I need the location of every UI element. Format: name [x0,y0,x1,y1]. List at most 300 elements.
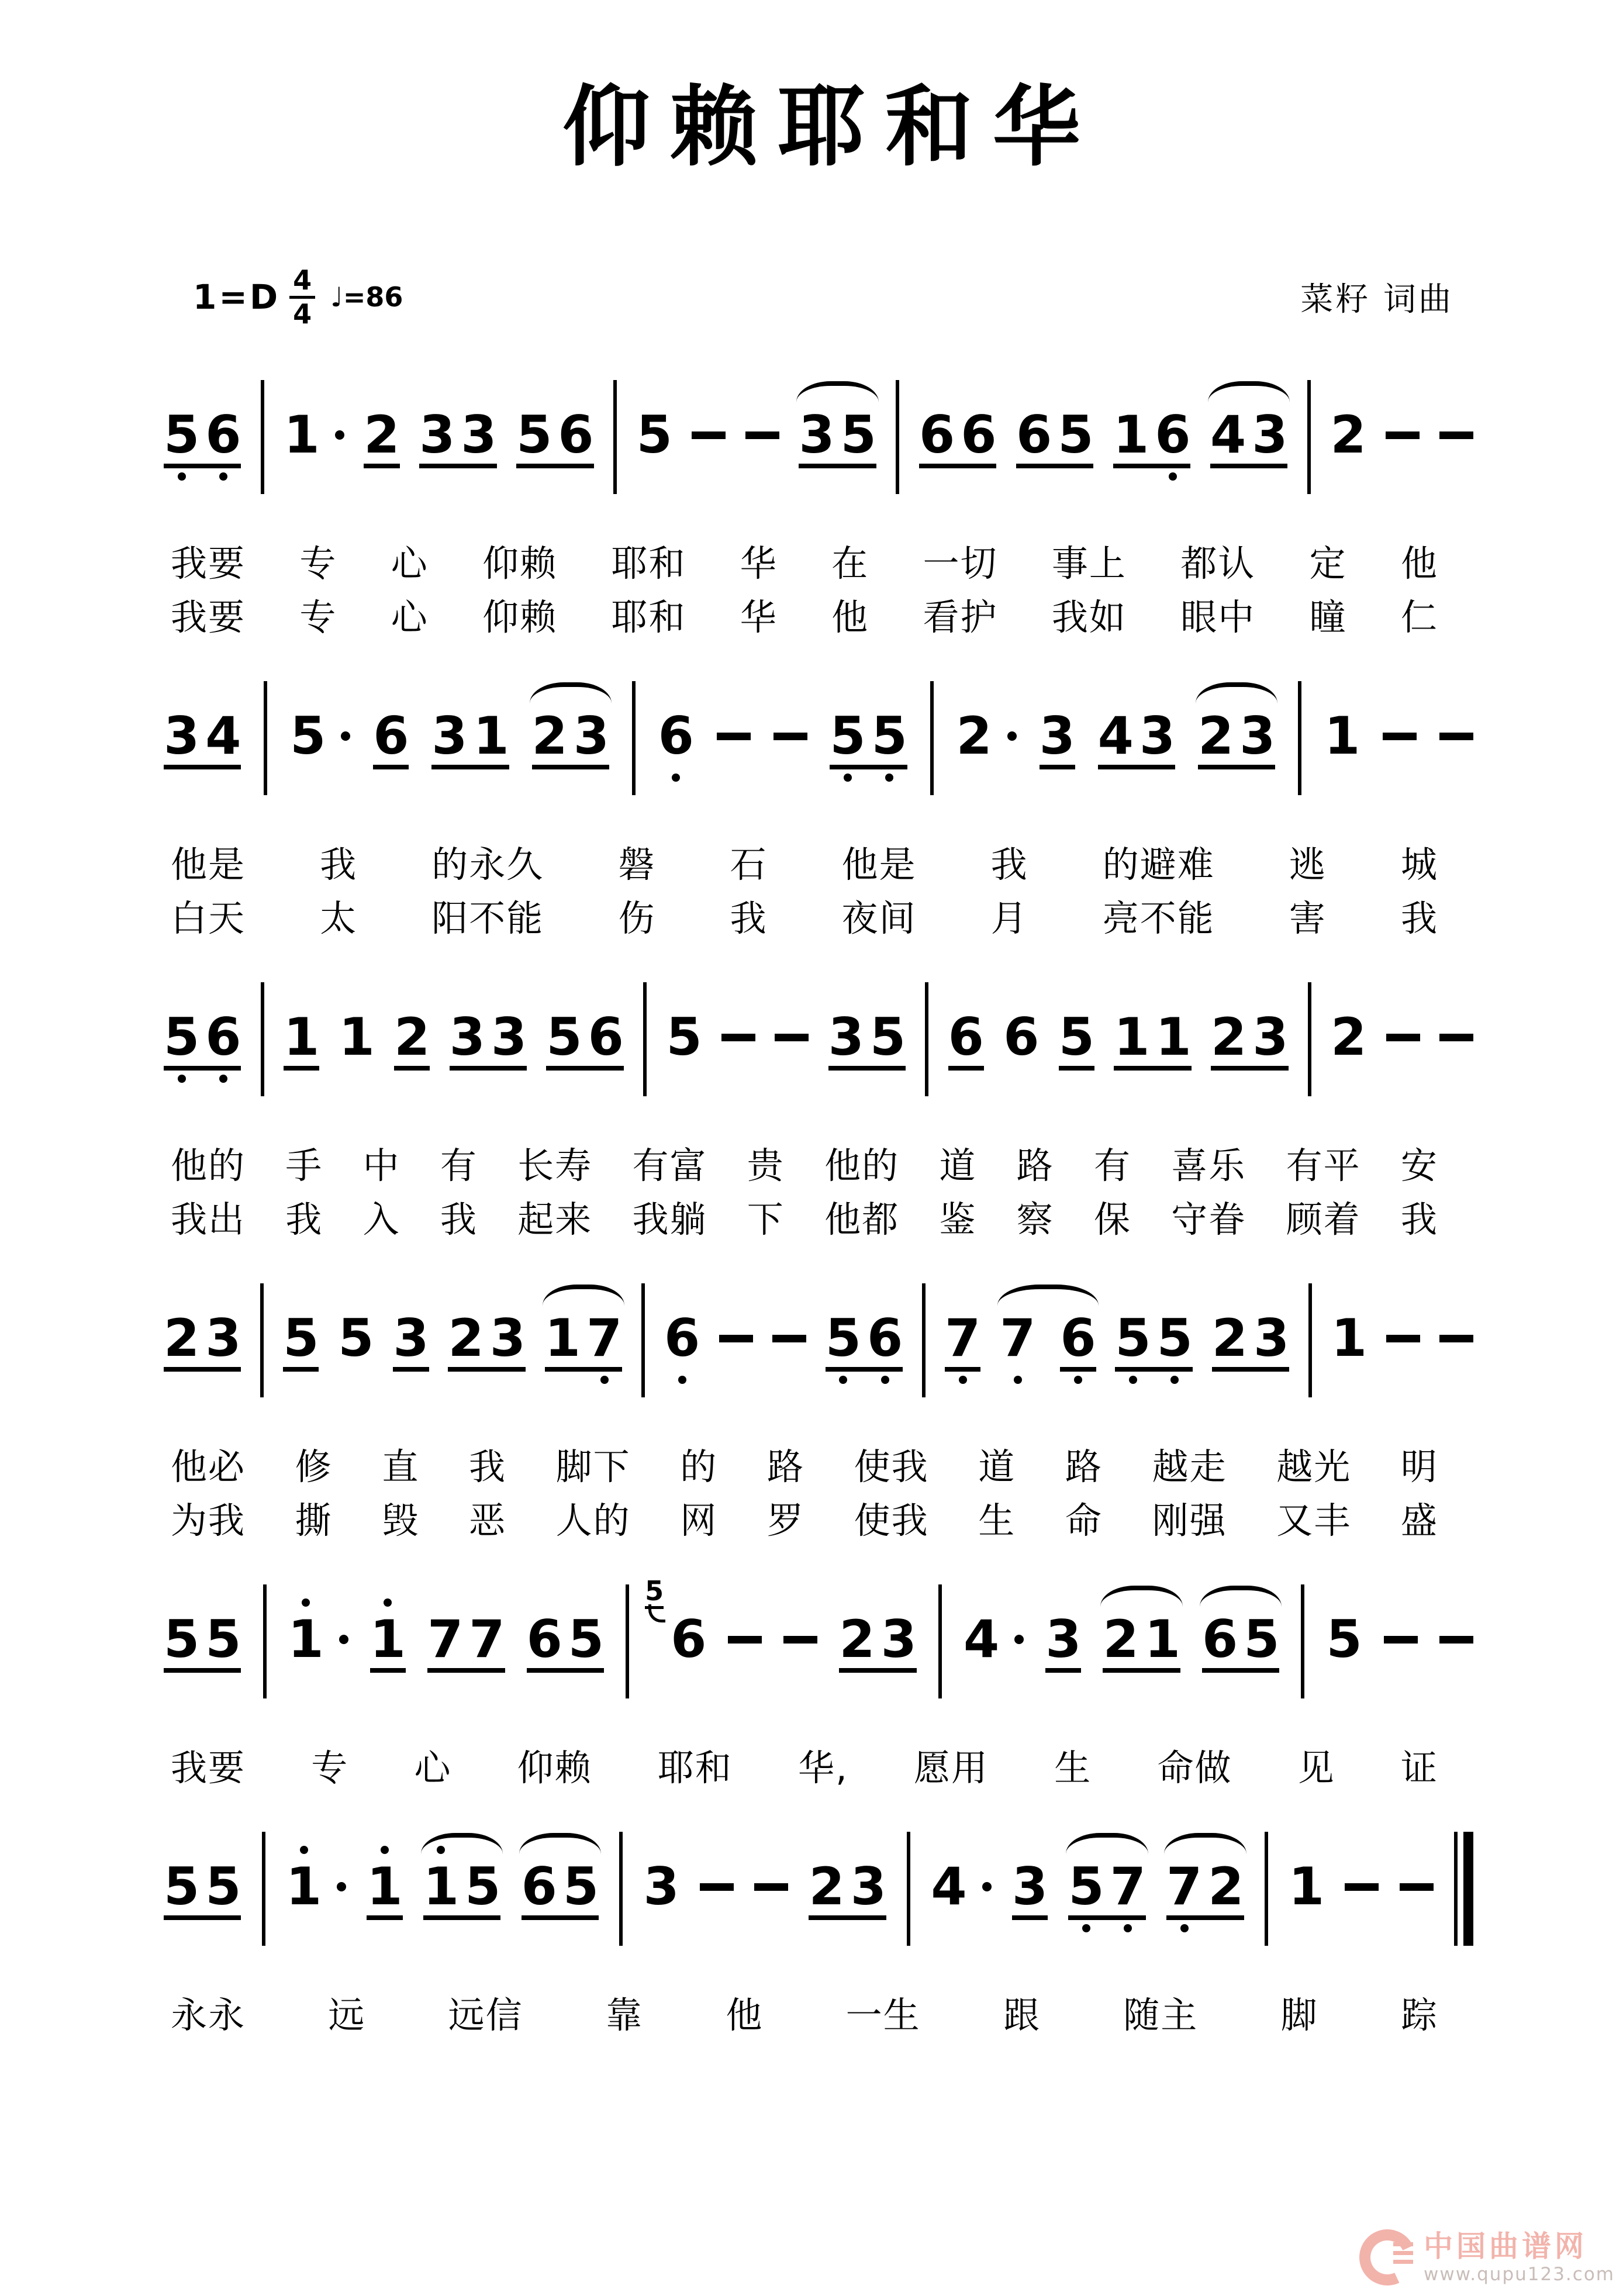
beam-group [164,1609,241,1673]
beam-group [1211,1007,1289,1071]
duration-dash [721,1034,755,1041]
note-digit [283,1308,319,1368]
note-group [1166,1856,1244,1920]
note-number: 5 [871,706,907,766]
barline [260,1283,264,1397]
grace-note-hook [648,1604,665,1622]
beam-group [373,706,409,769]
beam-group [164,706,241,769]
duration-dash [775,1034,809,1041]
notes-row [164,405,1473,494]
lyric-group: 贵 [747,1144,785,1187]
note-number: 2 [1103,1609,1139,1669]
note-digit [1016,405,1052,465]
note-group [284,1007,320,1071]
lyric-group: 路 [766,1445,804,1488]
lyric-group: 我 [990,843,1028,886]
watermark [1359,2229,1615,2285]
note-token [1324,706,1360,766]
lyric-group: 磐 [618,843,656,886]
lyric-group: 华 [740,542,778,585]
note-number: 5 [1058,405,1094,465]
note-group [1045,1609,1082,1673]
barline [907,1832,910,1946]
beam-group [283,1308,319,1372]
slur-arc [1100,1586,1182,1607]
note-digit [1239,706,1276,766]
barline [643,982,647,1096]
barline [261,982,264,1096]
note-number: 1 [370,1609,406,1669]
lyric-group: 生 [1054,1746,1092,1789]
lyric-group: 专 [311,1746,349,1789]
note-digit [1211,1308,1248,1368]
grace-note-group [645,1575,707,1669]
note-digit [1252,405,1288,465]
note-number: 2 [531,706,568,766]
music-line [164,706,1473,940]
slur-arc [1200,1586,1282,1607]
lyric-group: 起来 [517,1198,593,1241]
note-group [164,706,241,769]
note-digit [288,1609,324,1669]
note-number: 7 [1000,1308,1036,1368]
note-digit [1103,1609,1139,1669]
time-signature-denominator: 4 [293,298,312,330]
note-digit [205,1007,241,1067]
beam-group [1097,706,1176,769]
lyric-group: 我要 [171,542,246,585]
note-token [1330,405,1366,465]
barline [930,681,934,795]
octave-dot-below [672,774,680,782]
note-digit [828,1007,864,1067]
lyric-group: 察 [1016,1198,1054,1241]
note-digit [164,1609,200,1669]
note-token [666,1007,702,1067]
lyric-group: 他是 [171,843,246,886]
duration-dash [1384,1636,1418,1644]
note-number: 3 [643,1856,679,1917]
note-group [531,706,610,769]
lyric-group: 守眷 [1171,1198,1246,1241]
note-token [1003,1007,1040,1067]
slur-arc [1164,1833,1246,1854]
lyric-group: 耶和 [657,1746,733,1789]
duration-dash [1383,733,1417,740]
note-number: 1 [339,1007,375,1067]
lyric-group: 都认 [1180,542,1256,585]
duration-dash [717,733,751,740]
barline [262,1832,265,1946]
beam-group [1201,1609,1280,1673]
note-number: 3 [419,405,455,465]
lyric-row [171,897,1438,940]
beam-group [830,706,907,769]
note-number: 7 [586,1308,623,1368]
note-number: 5 [290,706,326,766]
duration-dash [745,431,779,439]
beam-group [526,1609,605,1673]
note-token [1288,1856,1325,1917]
note-number: 6 [867,1308,903,1368]
note-digit [531,706,568,766]
lyric-group: 脚 [1280,1994,1318,2036]
note-number: 6 [521,1856,557,1917]
note-number: 5 [283,1308,319,1368]
duration-dash [1345,1883,1379,1891]
lyric-group: 盛 [1400,1499,1438,1542]
note-number: 6 [1003,1007,1040,1067]
beam-group [828,1007,906,1071]
time-signature [289,266,315,329]
music-line [164,405,1473,638]
note-number: 3 [1139,706,1176,766]
note-group [944,1308,981,1372]
note-group [918,405,997,468]
duration-dash [783,1636,817,1644]
note-group [164,1609,241,1673]
lyric-group: 一生 [845,1994,921,2036]
note-number: 5 [546,1007,582,1067]
note-number: 2 [448,1308,484,1368]
note-token [1000,1308,1036,1372]
note-group [373,706,409,769]
lyric-group: 手 [285,1144,323,1187]
note-digit [880,1609,917,1669]
slur-arc [530,682,612,703]
note-group [1113,405,1191,468]
beam-group [394,1007,430,1071]
duration-dash [1400,1883,1434,1891]
note-group [1097,706,1176,769]
note-token [956,706,1017,766]
note-digit [1288,1856,1325,1917]
note-token [285,1856,346,1917]
note-digit [164,1856,200,1917]
note-token [288,1609,348,1669]
note-number: 6 [918,405,955,465]
note-token [664,1308,700,1368]
duration-dash [1439,431,1473,439]
note-number: 7 [944,1308,981,1368]
note-group [283,1308,319,1372]
lyric-group: 专 [299,596,337,638]
note-digit [1244,1609,1280,1669]
site-url: www.qupu123.com [1424,2263,1615,2285]
note-number: 6 [558,405,594,465]
lyric-group: 保 [1093,1198,1131,1241]
note-group [825,1308,903,1372]
lyric-row [171,1445,1438,1488]
note-digit [961,405,997,465]
note-number: 1 [1144,1609,1180,1669]
note-digit [373,706,409,766]
lyric-group: 生 [978,1499,1016,1542]
notes-row [164,706,1473,795]
note-number: 3 [491,1007,527,1067]
lyric-group: 顾着 [1286,1198,1361,1241]
note-digit [871,706,907,766]
note-number: 6 [1060,1308,1096,1368]
lyric-group: 我躺 [632,1198,707,1241]
tempo-marking: ♩=86 [330,281,403,313]
note-number: 6 [205,1007,241,1067]
note-digit [956,706,992,766]
lyric-group: 见 [1297,1746,1335,1789]
lyric-group: 他的 [824,1144,900,1187]
note-number: 3 [205,1308,241,1368]
lyric-group: 专 [299,542,337,585]
final-bar-thin [1454,1832,1458,1946]
lyric-group: 刚强 [1152,1499,1227,1542]
note-token [338,1308,374,1368]
lyric-group: 他 [831,596,869,638]
lyric-group: 有 [440,1144,478,1187]
note-number: 6 [658,706,694,766]
note-token [290,706,350,766]
lyric-group: 瞳 [1309,596,1347,638]
note-digit [1253,1308,1290,1368]
note-digit [963,1609,1000,1669]
lyric-group: 喜乐 [1171,1144,1246,1187]
note-digit [1097,706,1134,766]
logo-bars [1393,2242,1413,2264]
note-number: 1 [423,1856,460,1917]
lyric-group: 我 [285,1198,323,1241]
note-number: 1 [1155,1007,1192,1067]
note-digit [164,706,200,766]
note-digit [799,405,835,465]
beam-group [370,1609,406,1673]
barline [626,1584,629,1698]
note-digit [284,1007,320,1067]
note-group [1058,1007,1094,1071]
duration-dash [1386,431,1420,439]
notes-row [164,1575,1473,1698]
note-number: 1 [284,405,320,465]
lyric-group: 的 [680,1445,718,1488]
lyric-group: 我 [468,1445,506,1488]
slur-arc [1208,381,1290,402]
barline [1298,681,1301,795]
note-number: 7 [427,1609,464,1669]
octave-dot-below [1180,1924,1189,1932]
octave-dot-below [600,1376,609,1384]
note-group [427,1609,505,1673]
octave-dot-below [885,774,893,782]
note-group [1011,1856,1048,1920]
note-digit [867,1308,903,1368]
note-group [521,1856,599,1920]
beam-group [799,405,876,468]
note-group [164,1856,241,1920]
beam-group [825,1308,903,1372]
lyric-group: 他的 [171,1144,246,1187]
note-number: 1 [1324,706,1360,766]
note-number: 5 [840,405,876,465]
lyric-group: 愿用 [914,1746,989,1789]
barline [1308,1283,1312,1397]
note-digit [931,1856,967,1917]
octave-dot-above [302,1598,310,1607]
note-number: 3 [431,706,468,766]
augmentation-dot [1007,731,1017,741]
note-digit [840,405,876,465]
note-digit [562,1856,599,1917]
key-signature: 1=D [193,277,281,317]
lyric-group: 伤 [618,897,656,940]
beam-group [546,1007,624,1071]
barline [938,1584,942,1698]
note-digit [1166,1856,1203,1917]
lyric-group: 一切 [923,542,998,585]
note-token [284,405,344,465]
lyric-group: 他是 [841,843,917,886]
barline [261,380,264,494]
lyric-group: 修 [295,1445,333,1488]
final-bar-thick [1463,1832,1473,1946]
barline [925,982,928,1096]
lyric-group: 靠 [605,1994,643,2036]
note-digit [918,405,955,465]
lyric-group: 我 [440,1198,478,1241]
notes-row [164,1308,1473,1397]
beam-group [521,1856,599,1920]
note-digit [290,706,326,766]
note-digit [1110,1856,1146,1917]
note-number: 3 [1039,706,1075,766]
note-digit [516,405,552,465]
note-digit [869,1007,906,1067]
octave-dot-below [219,472,227,481]
note-number: 5 [830,706,866,766]
note-number: 1 [367,1856,403,1917]
slur-span [1000,1308,1096,1372]
beam-group [1114,1007,1192,1071]
barline [922,1283,926,1397]
barline [619,1832,623,1946]
note-number: 5 [1058,1007,1094,1067]
slur-arc [519,1833,601,1854]
beam-group [1011,1856,1048,1920]
note-digit [1326,1609,1362,1669]
note-digit [521,1856,557,1917]
lyric-group: 我 [730,897,768,940]
lyric-group: 远信 [448,1994,523,2036]
beam-group [393,1308,429,1372]
octave-dot-below [1014,1376,1022,1384]
note-digit [370,1609,406,1669]
lyric-row [171,1198,1438,1241]
note-number: 5 [1068,1856,1104,1917]
note-digit [1060,1308,1096,1368]
note-group [449,1007,527,1071]
note-number: 5 [562,1856,599,1917]
note-digit [364,405,400,465]
note-group [393,1308,429,1372]
note-number: 3 [164,706,200,766]
note-number: 1 [1288,1856,1325,1917]
lyric-row [171,843,1438,886]
note-digit [164,405,200,465]
note-digit [1058,405,1094,465]
note-group [1210,405,1288,468]
note-group [828,1007,906,1071]
note-digit [809,1856,845,1917]
beam-group [1166,1856,1244,1920]
lyric-group: 他 [726,1994,764,2036]
note-number: 3 [573,706,610,766]
lyric-group: 命 [1065,1499,1103,1542]
duration-dash [772,1335,806,1342]
lyric-group: 城 [1400,843,1438,886]
lyric-group: 远 [328,1994,366,2036]
note-group [1068,1856,1146,1920]
lyric-group: 道 [939,1144,977,1187]
site-name: 中国曲谱网 [1424,2229,1588,2264]
note-number: 2 [956,706,992,766]
song-title: 仰赖耶和华 [562,75,1100,178]
note-digit [643,1856,679,1917]
duration-dash [1439,1335,1473,1342]
lyric-group: 路 [1016,1144,1054,1187]
note-group [544,1308,623,1372]
lyric-group: 毁 [382,1499,420,1542]
lyric-group: 我 [320,843,358,886]
lyric-group: 踪 [1400,1994,1438,2036]
lyric-group: 我 [1400,897,1438,940]
note-group [164,405,241,468]
note-number: 2 [1330,405,1366,465]
beam-group [1016,405,1094,468]
lyric-group: 的永久 [431,843,544,886]
note-group [1211,1308,1290,1372]
note-group [423,1856,501,1920]
note-number: 4 [931,1856,967,1917]
beam-group [1210,405,1288,468]
beam-group [839,1609,917,1673]
octave-dot-below [839,1376,847,1384]
note-number: 6 [1155,405,1191,465]
note-number: 6 [671,1609,707,1669]
lyric-group: 月 [990,897,1028,940]
lyric-group: 眼中 [1180,596,1256,638]
beam-group [1039,706,1075,769]
note-number: 2 [839,1609,875,1669]
note-group [364,405,400,468]
beam-group [948,1007,984,1071]
note-number: 1 [544,1308,581,1368]
lyric-group: 亮不能 [1102,897,1215,940]
note-digit [1201,1609,1238,1669]
note-digit [338,1308,374,1368]
note-digit [666,1007,702,1067]
note-number: 5 [1156,1308,1193,1368]
lyric-group: 恶 [468,1499,506,1542]
music-line [164,1308,1473,1542]
note-digit [1324,706,1360,766]
note-number: 5 [825,1308,862,1368]
note-digit [1045,1609,1082,1669]
note-digit [568,1609,605,1669]
note-digit [1000,1308,1036,1368]
octave-dot-below [219,1075,227,1083]
barline [1308,982,1311,1096]
note-number: 4 [205,706,241,766]
note-group [1060,1308,1096,1372]
barline [896,380,899,494]
